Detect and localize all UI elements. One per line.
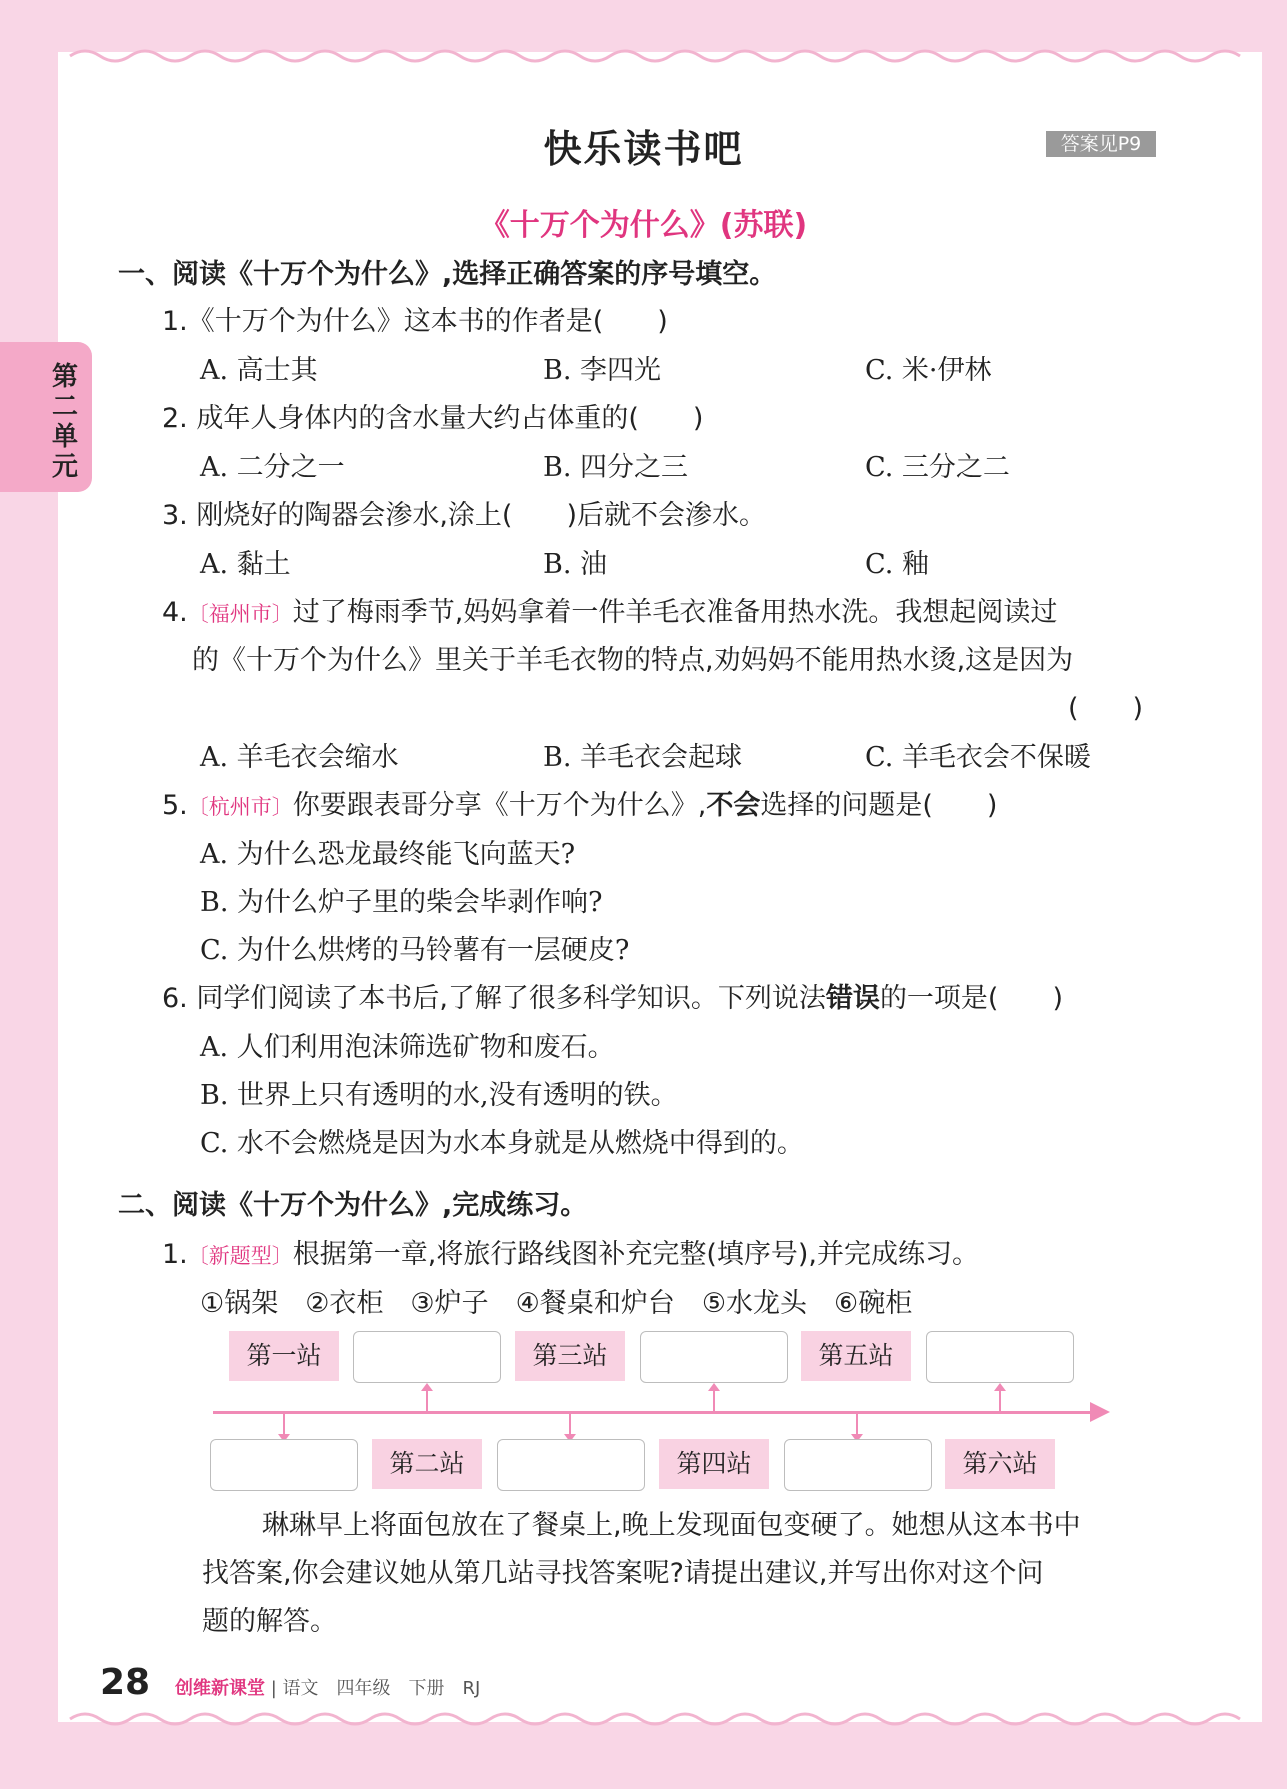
- station-6-answer-box[interactable]: [926, 1331, 1074, 1383]
- q1-1-option-b: B. 李四光: [543, 355, 662, 386]
- q1-4-option-c: C. 羊毛衣会不保暖: [865, 742, 1091, 773]
- exercise-paragraph-line-1: 琳琳早上将面包放在了餐桌上,晚上发现面包变硬了。她想从这本书中: [262, 1510, 1081, 1541]
- question-1-1: 1.《十万个为什么》这本书的作者是( ): [162, 306, 668, 337]
- footer-book-info: 语文 四年级 下册 RJ: [282, 1678, 481, 1699]
- q1-3-option-c: C. 釉: [865, 549, 929, 580]
- unit-side-tab: [0, 342, 92, 492]
- page-title: 快乐读书吧: [543, 127, 744, 171]
- q1-5-option-a: A. 为什么恐龙最终能飞向蓝天?: [200, 839, 576, 870]
- region-tag: 〔福州市〕: [187, 602, 293, 626]
- station-4-answer-box[interactable]: [640, 1331, 788, 1383]
- up-arrow-icon: [426, 1389, 428, 1411]
- new-type-tag: 〔新题型〕: [187, 1244, 293, 1268]
- book-title: 《十万个为什么》(苏联): [479, 208, 808, 243]
- station-2-label: 第二站: [372, 1439, 482, 1489]
- route-timeline: [213, 1411, 1095, 1414]
- question-1-6: 6. 同学们阅读了本书后,了解了很多科学知识。下列说法错误的一项是( ): [162, 983, 1064, 1014]
- q1-2-option-c: C. 三分之二: [865, 452, 1010, 483]
- region-tag: 〔杭州市〕: [187, 795, 293, 819]
- q1-4-option-b: B. 羊毛衣会起球: [543, 742, 743, 773]
- route-item-options: ①锅架 ②衣柜 ③炉子 ④餐桌和炉台 ⑤水龙头 ⑥碗柜: [200, 1288, 913, 1319]
- question-1-4-line2: 的《十万个为什么》里关于羊毛衣物的特点,劝妈妈不能用热水烫,这是因为: [192, 645, 1074, 676]
- station-1-label: 第一站: [229, 1331, 339, 1381]
- q1-2-option-a: A. 二分之一: [200, 452, 345, 483]
- question-1-5: 5.〔杭州市〕你要跟表哥分享《十万个为什么》,不会选择的问题是( ): [162, 790, 998, 821]
- question-1-3: 3. 刚烧好的陶器会渗水,涂上( )后就不会渗水。: [162, 500, 766, 531]
- route-arrow-icon: [1090, 1402, 1110, 1422]
- unit-label: 第二单元: [52, 362, 79, 482]
- q1-6-option-b: B. 世界上只有透明的水,没有透明的铁。: [200, 1080, 678, 1111]
- down-arrow-icon: [569, 1414, 571, 1436]
- q1-4-option-a: A. 羊毛衣会缩水: [200, 742, 399, 773]
- q1-1-option-a: A. 高士其: [200, 355, 318, 386]
- q1-3-option-a: A. 黏土: [200, 549, 291, 580]
- down-arrow-icon: [283, 1414, 285, 1436]
- exercise-paragraph-line-2: 找答案,你会建议她从第几站寻找答案呢?请提出建议,并写出你对这个问: [202, 1558, 1044, 1589]
- station-2-answer-box[interactable]: [353, 1331, 501, 1383]
- q1-2-option-b: B. 四分之三: [543, 452, 689, 483]
- up-arrow-icon: [999, 1389, 1001, 1411]
- station-1-answer-box[interactable]: [210, 1439, 358, 1491]
- question-1-4-answer-paren: ( ): [1068, 693, 1144, 724]
- footer-brand: 创维新课堂: [175, 1678, 265, 1699]
- station-4-label: 第四站: [659, 1439, 769, 1489]
- answer-reference-badge: 答案见P9: [1046, 131, 1156, 157]
- station-3-label: 第三站: [515, 1331, 625, 1381]
- q1-5-option-b: B. 为什么炉子里的柴会毕剥作响?: [200, 887, 603, 918]
- down-arrow-icon: [856, 1414, 858, 1436]
- footer-info: 创维新课堂 | 语文 四年级 下册 RJ: [175, 1678, 481, 1699]
- section-2-heading: 二、阅读《十万个为什么》,完成练习。: [118, 1190, 588, 1221]
- q1-6-option-c: C. 水不会燃烧是因为水本身就是从燃烧中得到的。: [200, 1128, 804, 1159]
- q1-1-option-c: C. 米·伊林: [865, 355, 992, 386]
- q1-3-option-b: B. 油: [543, 549, 608, 580]
- station-3-answer-box[interactable]: [497, 1439, 645, 1491]
- section-1-heading: 一、阅读《十万个为什么》,选择正确答案的序号填空。: [118, 259, 777, 290]
- station-5-label: 第五站: [801, 1331, 911, 1381]
- exercise-paragraph-line-3: 题的解答。: [202, 1606, 337, 1637]
- station-6-label: 第六站: [945, 1439, 1055, 1489]
- q1-5-option-c: C. 为什么烘烤的马铃薯有一层硬皮?: [200, 935, 630, 966]
- page-number: 28: [100, 1662, 151, 1703]
- q1-6-option-a: A. 人们利用泡沫筛选矿物和废石。: [200, 1032, 615, 1063]
- question-1-2: 2. 成年人身体内的含水量大约占体重的( ): [162, 403, 704, 434]
- up-arrow-icon: [713, 1389, 715, 1411]
- station-5-answer-box[interactable]: [784, 1439, 932, 1491]
- question-2-1: 1.〔新题型〕根据第一章,将旅行路线图补充完整(填序号),并完成练习。: [162, 1239, 979, 1270]
- question-1-4: 4.〔福州市〕过了梅雨季节,妈妈拿着一件羊毛衣准备用热水洗。我想起阅读过: [162, 597, 1058, 628]
